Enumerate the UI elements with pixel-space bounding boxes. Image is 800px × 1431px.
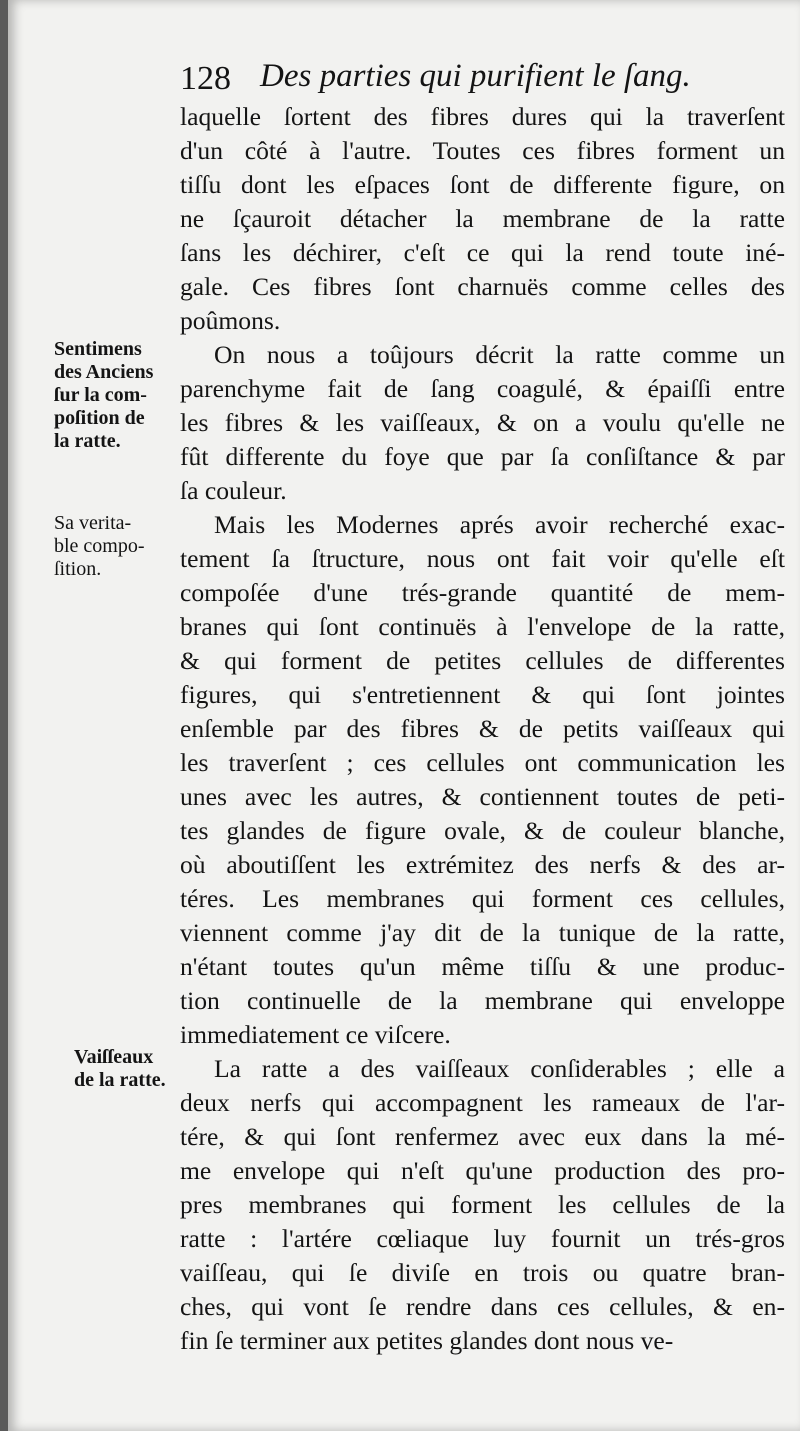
text-line: d'un côté à l'autre. Toutes ces fibres forment un <box>180 136 785 165</box>
text-line: tement ſa ſtructure, nous ont fait voir qu'elle eſt <box>180 544 785 573</box>
text-line: immediatement ce viſcere. <box>180 1020 451 1049</box>
book-page <box>8 0 800 1431</box>
running-head: Des parties qui purifient le ſang. <box>260 58 691 94</box>
text-line: ſa couleur. <box>180 476 287 505</box>
text-line: me envelope qui n'eſt qu'une production des pro- <box>180 1156 785 1185</box>
text-line: fût differente du foye que par ſa conſiſtance & par <box>180 442 785 471</box>
text-line: tiſſu dont les eſpaces ſont de differente figure, on <box>180 170 785 199</box>
paragraph <box>180 1052 785 1358</box>
text-line: figures, qui s'entretiennent & qui ſont jointes <box>180 680 785 709</box>
text-line: ſans les déchirer, c'eſt ce qui la rend toute iné- <box>180 238 785 267</box>
text-line: ches, qui vont ſe rendre dans ces cellules, & en- <box>180 1292 785 1321</box>
text-line: tion continuelle de la membrane qui enveloppe <box>180 986 785 1015</box>
text-line: La ratte a des vaiſſeaux conſiderables ; elle a <box>214 1054 785 1083</box>
text-line: poûmons. <box>180 306 281 335</box>
paragraph <box>180 100 785 338</box>
text-line: tes glandes de figure ovale, & de couleur blanche, <box>180 816 785 845</box>
text-line: tére, & qui ſont renfermez avec eux dans la mé- <box>180 1122 785 1151</box>
margin-note-veritable: Sa verita- ble compo- ſition. <box>54 512 145 580</box>
margin-note-vaisseaux: Vaiſſeaux de la ratte. <box>74 1046 166 1091</box>
text-line: téres. Les membranes qui forment ces cellules, <box>180 884 785 913</box>
text-line: n'étant toutes qu'un même tiſſu & une produc- <box>180 952 785 981</box>
paragraph <box>180 338 785 508</box>
text-line: où aboutiſſent les extrémitez des nerfs & des ar- <box>180 850 785 879</box>
text-line: les fibres & les vaiſſeaux, & on a voulu qu'elle ne <box>180 408 785 437</box>
text-line: viennent comme j'ay dit de la tunique de la ratte, <box>180 918 785 947</box>
text-line: parenchyme fait de ſang coagulé, & épaiſſi entre <box>180 374 785 403</box>
text-line: On nous a toûjours décrit la ratte comme un <box>214 340 785 369</box>
page-number: 128 <box>180 60 231 97</box>
text-line: branes qui ſont continuës à l'envelope de la ratte, <box>180 612 785 641</box>
text-line: laquelle ſortent des fibres dures qui la traverſent <box>180 102 785 131</box>
text-line: les traverſent ; ces cellules ont communication les <box>180 748 785 777</box>
text-line: vaiſſeau, qui ſe diviſe en trois ou quatre bran- <box>180 1258 785 1287</box>
body-text <box>180 100 785 1358</box>
page-header <box>168 58 788 100</box>
text-line: pres membranes qui forment les cellules de la <box>180 1190 785 1219</box>
text-line: Mais les Modernes aprés avoir recherché exac- <box>214 510 785 539</box>
text-line: ratte : l'artére cœliaque luy fournit un trés-gros <box>180 1224 785 1253</box>
text-line: compoſée d'une trés-grande quantité de mem- <box>180 578 785 607</box>
margin-note-anciens: Sentimens des Anciens ſur la com- poſition de la ratte. <box>54 338 154 452</box>
text-line: fin ſe terminer aux petites glandes dont nous ve- <box>180 1326 674 1355</box>
text-line: & qui forment de petites cellules de differentes <box>180 646 785 675</box>
text-line: enſemble par des fibres & de petits vaiſſeaux qui <box>180 714 785 743</box>
text-line: ne ſçauroit détacher la membrane de la ratte <box>180 204 785 233</box>
text-line: gale. Ces fibres ſont charnuës comme celles des <box>180 272 785 301</box>
text-line: deux nerfs qui accompagnent les rameaux de l'ar- <box>180 1088 785 1117</box>
paragraph <box>180 508 785 1052</box>
text-line: unes avec les autres, & contiennent toutes de peti- <box>180 782 785 811</box>
